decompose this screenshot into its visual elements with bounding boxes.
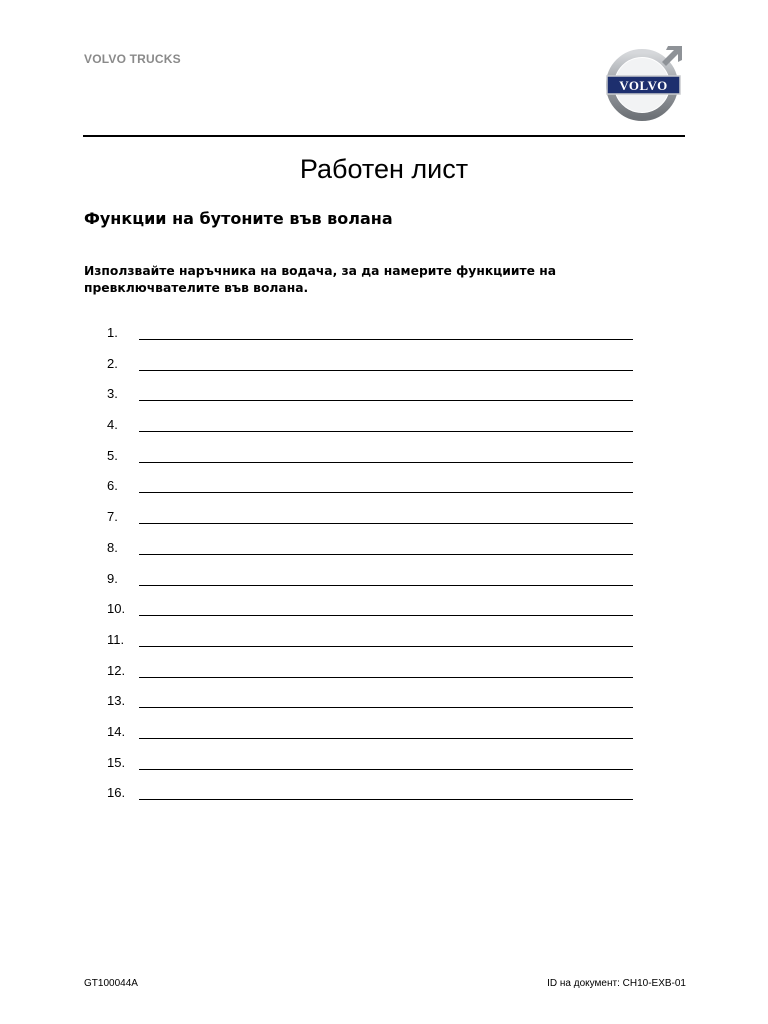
answer-number: 4. <box>107 417 118 433</box>
answer-row <box>0 656 768 687</box>
answer-number: 16. <box>107 785 126 801</box>
answer-list <box>0 318 768 809</box>
answer-blank-line[interactable] <box>139 431 633 432</box>
answer-number: 6. <box>107 478 118 494</box>
answer-blank-line[interactable] <box>139 707 633 708</box>
answer-blank-line[interactable] <box>139 769 633 770</box>
answer-row <box>0 686 768 717</box>
header-divider <box>83 135 685 137</box>
answer-number: 13. <box>107 693 126 709</box>
answer-number: 7. <box>107 509 118 525</box>
answer-row <box>0 748 768 779</box>
page-title: Работен лист <box>299 154 469 184</box>
answer-row <box>0 717 768 748</box>
answer-row <box>0 379 768 410</box>
logo-wordmark: VOLVO <box>619 78 668 93</box>
answer-number: 14. <box>107 723 126 739</box>
answer-number: 2. <box>107 355 118 371</box>
answer-blank-line[interactable] <box>139 400 633 401</box>
section-heading: Функции на бутоните във волана <box>84 209 393 228</box>
answer-number: 10. <box>107 601 126 617</box>
instruction-text: Използвайте наръчника на водача, за да намерите функциите на превключвателите във волана. <box>84 264 557 295</box>
document-code: GT100044A <box>84 978 138 989</box>
answer-blank-line[interactable] <box>139 738 633 739</box>
answer-number: 8. <box>107 539 118 555</box>
answer-blank-line[interactable] <box>139 370 633 371</box>
answer-number: 5. <box>107 447 118 463</box>
answer-number: 15. <box>107 754 126 770</box>
answer-blank-line[interactable] <box>139 554 633 555</box>
answer-row <box>0 410 768 441</box>
answer-blank-line[interactable] <box>139 492 633 493</box>
volvo-logo <box>604 44 686 122</box>
answer-number: 12. <box>107 662 126 678</box>
answer-blank-line[interactable] <box>139 523 633 524</box>
answer-row <box>0 441 768 472</box>
answer-row <box>0 349 768 380</box>
answer-row <box>0 594 768 625</box>
brand-name: VOLVO TRUCKS <box>84 52 181 66</box>
answer-blank-line[interactable] <box>139 585 633 586</box>
answer-blank-line[interactable] <box>139 677 633 678</box>
answer-row <box>0 564 768 595</box>
answer-row <box>0 533 768 564</box>
answer-blank-line[interactable] <box>139 799 633 800</box>
answer-row <box>0 471 768 502</box>
answer-blank-line[interactable] <box>139 462 633 463</box>
document-id: ID на документ: CH10-EXB-01 <box>547 978 686 989</box>
answer-blank-line[interactable] <box>139 646 633 647</box>
answer-number: 11. <box>107 631 125 647</box>
answer-blank-line[interactable] <box>139 339 633 340</box>
answer-blank-line[interactable] <box>139 615 633 616</box>
answer-row <box>0 318 768 349</box>
answer-row <box>0 625 768 656</box>
answer-number: 3. <box>107 386 118 402</box>
answer-number: 9. <box>107 570 118 586</box>
answer-number: 1. <box>107 325 118 340</box>
answer-row <box>0 502 768 533</box>
answer-row <box>0 778 768 809</box>
